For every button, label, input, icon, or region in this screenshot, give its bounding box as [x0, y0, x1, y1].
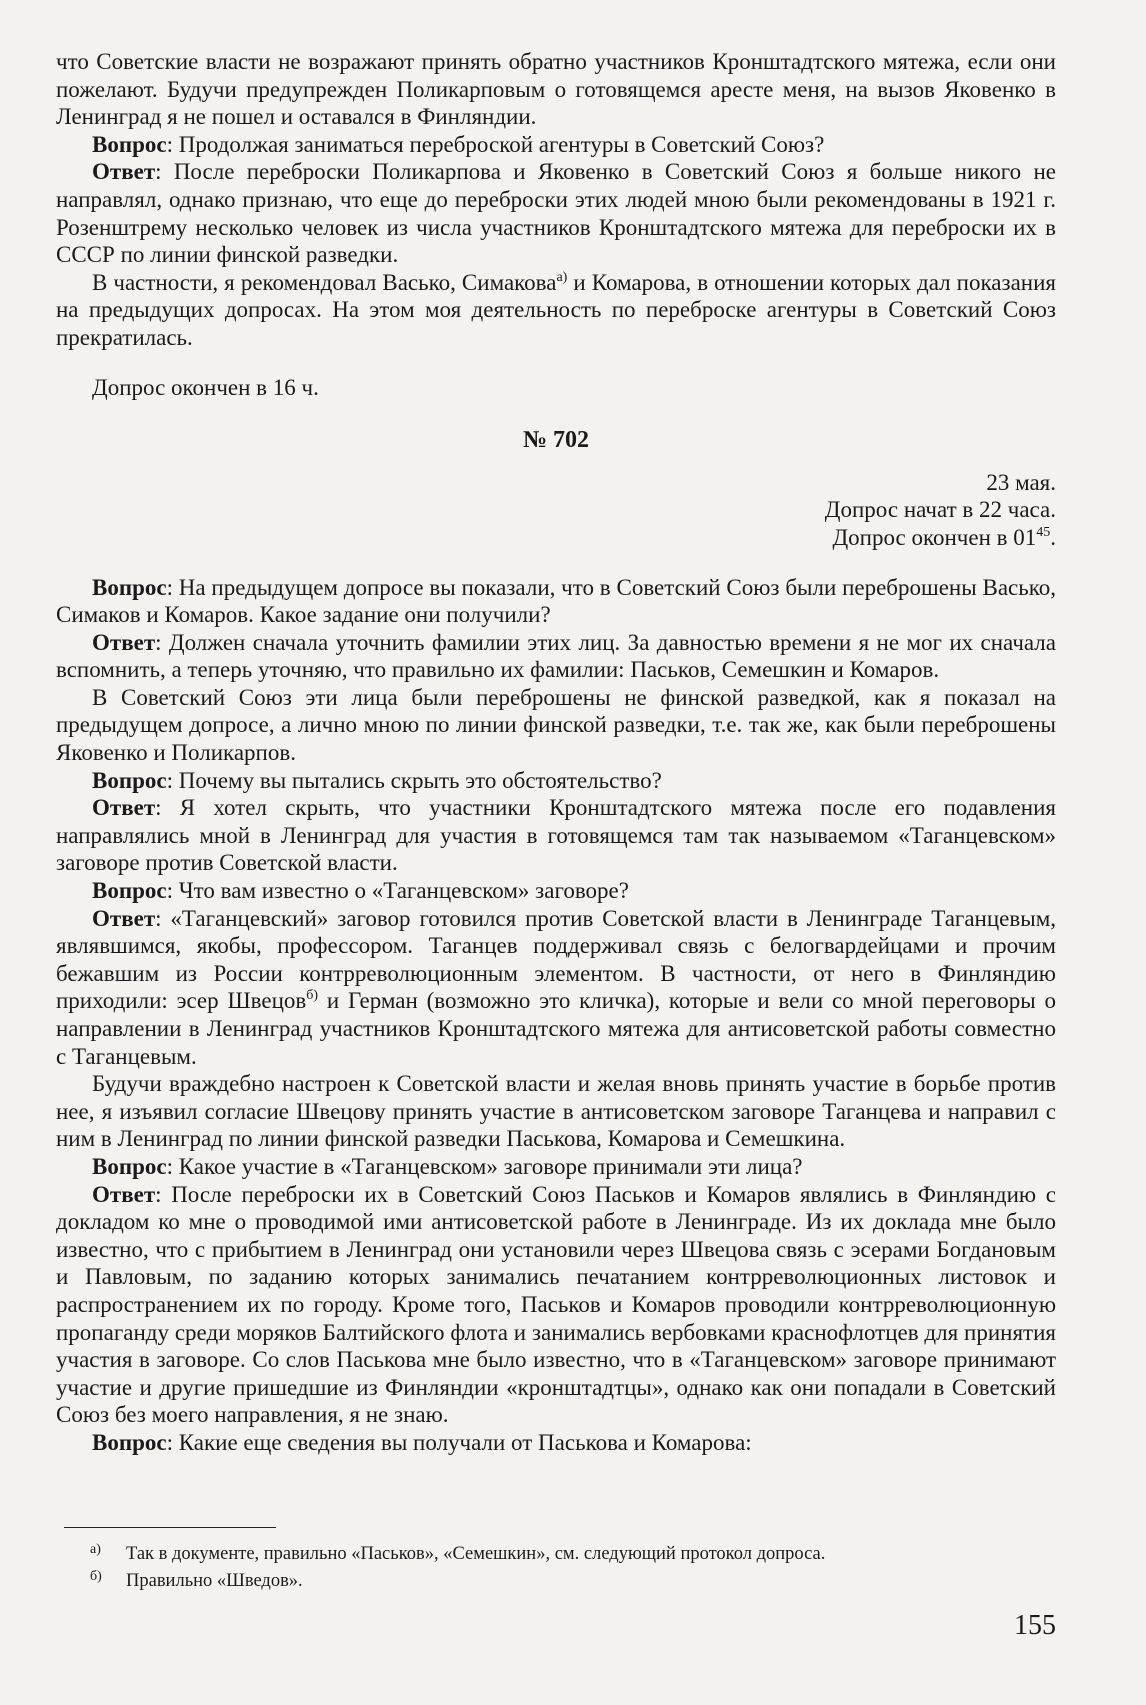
footnote-ref: а) — [556, 269, 568, 285]
question-label: Вопрос — [92, 767, 167, 793]
date: 23 мая. — [986, 469, 1056, 495]
footnote: б) Правильно «Шведов». — [90, 1568, 1060, 1595]
question: Вопрос: Какие еще сведения вы получали от Паськова и Комарова: — [92, 1429, 752, 1455]
answer: Ответ: «Таганцевский» заговор готовился против Советской власти в Ленинграде Таганцевым, являвшимся, якобы, профессором. Таганцев поддерживал связь с белогвардейцами и прочим бежавшим из России контрреволюционным элементом. В частности, от него в Финляндию приходили: эсер Швецов$^{б)}$ и Герман (возможно это кличка), которые и вели со мной переговоры о направлении в Ленинград участников Кронштадтского мятежа для антисоветской работы совместно с Таганцевым. — [56, 905, 1056, 1069]
answer-label: Ответ — [92, 905, 156, 931]
answer-label: Ответ — [92, 1181, 156, 1207]
question: Вопрос: Продолжая заниматься переброской агентуры в Советский Союз? — [92, 131, 825, 157]
body-text — [56, 48, 1056, 1457]
footnote-mark: а) — [90, 1542, 101, 1557]
question-label: Вопрос — [92, 1153, 167, 1179]
question: Вопрос: Какое участие в «Таганцевском» заговоре принимали эти лица? — [92, 1153, 803, 1179]
question-label: Вопрос — [92, 878, 167, 904]
answer: Ответ: После переброски Поликарпова и Яковенко в Советский Союз я больше никого не направлял, однако признаю, что еще до переброски этих людей мною были рекомендованы в 1921 г. Розенштрему несколько человек из числа участников Кронштадтского мятежа для переброски их в СССР по линии финской разведки. — [56, 159, 1056, 268]
question-label: Вопрос — [92, 1429, 167, 1455]
footnotes — [90, 1541, 1060, 1595]
question-label: Вопрос — [92, 131, 167, 157]
paragraph: В частности, я рекомендовал Васько, Симакова$^{а)}$ и Комарова, в отношении которых дал показания на предыдущих допросах. На этом моя деятельность по переброске агентуры в Советский Союз прекратилась. — [56, 269, 1056, 350]
question-label: Вопрос — [92, 574, 167, 600]
paragraph: В Советский Союз эти лица были переброшены не финской разведкой, как я показал на предыдущем допросе, а лично мною по линии финской разведки, т.е. так же, как были переброшены Яковенко и Поликарпов. — [56, 684, 1056, 766]
question: Вопрос: На предыдущем допросе вы показали, что в Советский Союз были переброшены Васько, Симаков и Комаров. Какое задание они получили? — [56, 574, 1056, 628]
answer: Ответ: После переброски их в Советский Союз Паськов и Комаров являлись в Финляндию с докладом ко мне о проводимой ими антисоветской работе в Ленинграде. Из их доклада мне было известно, что с прибытием в Ленинград они установили через Швецова связь с эсерами Богдановым и Павловым, по заданию которых занимались печатанием контрреволюционных листовок и распространением их по городу. Кроме того, Паськов и Комаров проводили контрреволюционную пропаганду среди моряков Балтийского флота и занимались вербовками краснофлотцев для принятия участия в заговоре. Со слов Паськова мне было известно, что в «Таганцевском» заговоре принимают участие и другие пришедшие из Финляндии «кронштадтцы», однако как они попадали в Советский Союз без моего направления, я не знаю. — [56, 1181, 1056, 1428]
answer-label: Ответ — [92, 629, 156, 655]
document-number: № 702 — [522, 427, 590, 454]
answer: Ответ: Я хотел скрыть, что участники Кронштадтского мятежа после его подавления направлялись мной в Ленинград для участия в готовящемся там так называемом «Таганцевском» заговоре против Советской власти. — [56, 795, 1056, 876]
question: Вопрос: Что вам известно о «Таганцевском» заговоре? — [92, 878, 629, 904]
interrogation-end: Допрос окончен в 16 ч. — [92, 374, 319, 400]
paragraph: что Советские власти не возражают принять обратно участников Кронштадтского мятежа, если они пожелают. Будучи предупрежден Поликарповым о готовящемся аресте меня, на вызов Яковенко в Ленинград я не пошел и оставался в Финляндии. — [56, 49, 1056, 130]
page-number: 155 — [1014, 1610, 1056, 1641]
footnote-ref: б) — [306, 988, 319, 1004]
footnote-divider — [64, 1527, 276, 1528]
answer-label: Ответ — [92, 795, 156, 821]
start-time: Допрос начат в 22 часа. — [824, 497, 1056, 523]
answer-label: Ответ — [92, 159, 156, 185]
footnote: а) Так в документе, правильно «Паськов», «Семешкин», см. следующий протокол допроса. — [90, 1541, 1060, 1568]
interrogation-meta — [56, 469, 1056, 552]
question: Вопрос: Почему вы пытались скрыть это обстоятельство? — [92, 767, 662, 793]
answer: Ответ: Должен сначала уточнить фамилии этих лиц. За давностью времени я не мог их сначала вспомнить, а теперь уточняю, что правильно их фамилии: Паськов, Семешкин и Комаров. — [56, 629, 1056, 683]
paragraph: Будучи враждебно настроен к Советской власти и желая вновь принять участие в борьбе против нее, я изъявил согласие Швецову принять участие в антисоветском заговоре Таганцева и направил с ним в Ленинград по линии финской разведки Паськова, Комарова и Семешкина. — [56, 1071, 1056, 1152]
end-time: Допрос окончен в $01^{45}$. — [832, 524, 1056, 550]
footnote-mark: б) — [90, 1569, 102, 1584]
